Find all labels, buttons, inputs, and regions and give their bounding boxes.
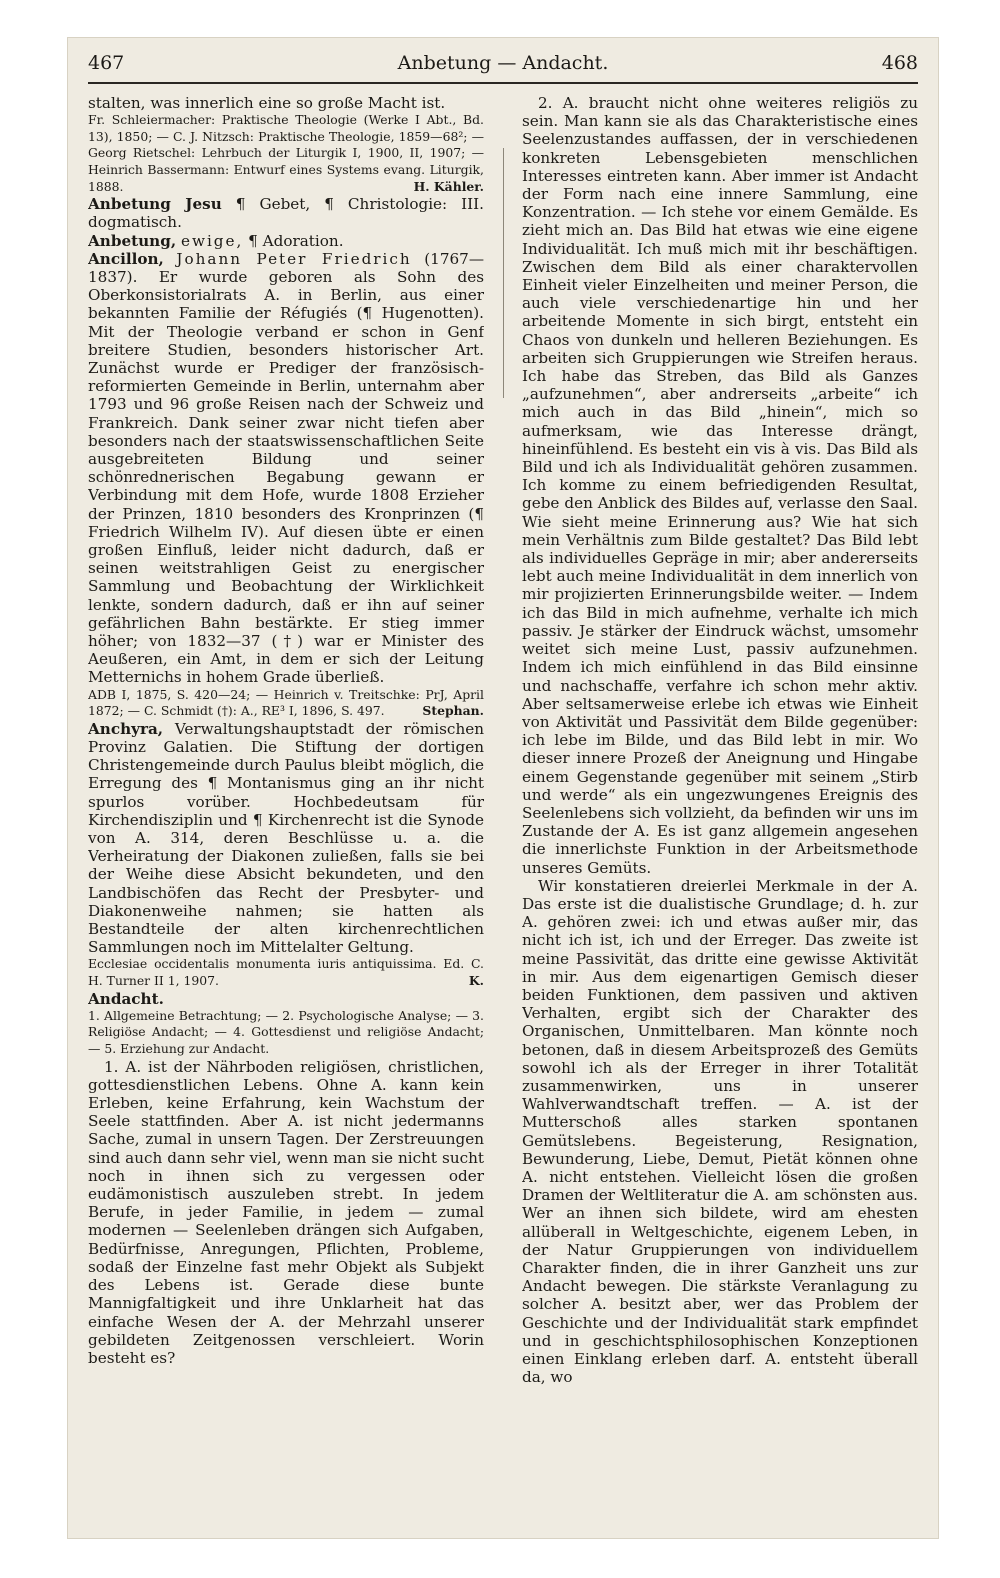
entry-anbetung-ewige xyxy=(88,232,484,250)
entry-headword: Ancillon, xyxy=(88,249,164,268)
entry-headword: Anbetung Jesu xyxy=(88,195,222,214)
entry-anbetung-jesu xyxy=(88,195,484,231)
literature-text: Ecclesiae occidentalis monumenta iuris antiquissima. Ed. C. H. Turner II 1, 1907. xyxy=(88,956,484,989)
body-paragraph: 1. A. ist der Nährboden religiösen, christlichen, gottesdienstlichen Lebens. Ohne A. kann kein Erleben, keine Erfahrung, kein Wachstum der Seele stattfinden. Aber A. ist nicht jedermanns Sache, zumal in unsern Tagen. Der Zerstreuungen sind auch dann sehr viel, wenn man sie nicht sucht noch in ihnen sich zu vergessen oder eudämonistisch auszuleben strebt. In jedem Berufe, in jeder Familie, in jedem — zumal modernen — Seelenleben drängen sich Aufgaben, Bedürfnisse, Anregungen, Pflichten, Probleme, sodaß der Einzelne fast mehr Objekt als Subjekt des Lebens ist. Gerade diese bunte Mannigfaltigkeit und ihre Unklarheit hat das einfache Wesen der A. der Mehrzahl unserer gebildeten Zeitgenossen verschleiert. Worin besteht es? xyxy=(88,1057,484,1367)
literature-note xyxy=(88,956,484,989)
entry-text: (1767—1837). Er wurde geboren als Sohn des Oberkonsistorialrats A. in Berlin, aus einer bekannten Familie der Réfugiés (¶ Hugenotten). Mit der Theologie verband er schon in Genf breitere Studien, besonders historischer Art. Zunächst wurde er Prediger der französisch-reformierten Gemeinde in Berlin, unternahm aber 1793 und 96 große Reisen nach der Schweiz und Frankreich. Dank seiner zwar nicht tiefen aber besonders nach der staatswissenschaftlichen Seite ausgebreiteten Bildung und seiner schönrednerischen Begabung gewann er Verbindung mit dem Hofe, wurde 1808 Erzieher der Prinzen, 1810 besonders des Kronprinzen (¶ Friedrich Wilhelm IV). Auf diesen übte er einen großen Einfluß, leider nicht dadurch, daß er seinen weitstrahligen Geist zu energischer Sammlung und Beobachtung der Wirklichkeit lenkte, sondern dadurch, daß er ihn auf seiner gefährlichen Bahn bestärkte. Er stieg immer höher; von 1832—37 (†) war er Minister des Aeußeren, ein Amt, in dem er sich der Leitung Metternichs in hohem Grade überließ. xyxy=(88,249,484,687)
left-column xyxy=(88,94,484,1524)
literature-text: ADB I, 1875, S. 420—24; — Heinrich v. Treitschke: PrJ, April 1872; — C. Schmidt (†): A., RE³ I, 1896, S. 497. xyxy=(88,686,484,719)
entry-outline: 1. Allgemeine Betrachtung; — 2. Psychologische Analyse; — 3. Religiöse Andacht; — 4. Gottesdienst und religiöse Andacht; — 5. Erziehung zur Andacht. xyxy=(88,1007,484,1057)
entry-spaced-name: Johann Peter Friedrich xyxy=(176,249,412,268)
entry-headword: Anbetung, xyxy=(88,231,177,250)
entry-anchyra xyxy=(88,720,484,957)
entry-headword: Andacht. xyxy=(88,989,164,1008)
running-title: Anbetung — Andacht. xyxy=(397,52,609,74)
literature-note xyxy=(88,687,484,720)
entry-text: Verwaltungshauptstadt der römischen Provinz Galatien. Die Stiftung der dortigen Christengemeinde durch Paulus bleibt möglich, die Erregung des ¶ Montanismus ging an ihr nicht spurlos vorüber. Hochbedeutsam für Kirchendisziplin und ¶ Kirchenrecht ist die Synode von A. 314, deren Beschlüsse u. a. die Verheiratung der Diakonen zuließen, falls sie bei der Weihe diese Absicht bekundeten, und den Landbischöfen das Recht der Presbyter- und Diakonenweihe nahmen; sie hatten als Bestandteile der alten kirchenrechtlichen Sammlungen noch im Mittelalter Geltung. xyxy=(88,719,484,957)
continued-paragraph: stalten, was innerlich eine so große Macht ist. xyxy=(88,94,446,112)
literature-text: Fr. Schleiermacher: Praktische Theologie (Werke I Abt., Bd. 13), 1850; — C. J. Nitzsch: Praktische Theologie, 1859—68²; — Georg Rietschel: Lehrbuch der Liturgik I, 1900, II, 1907; — Heinrich Bassermann: Entwurf eines Systems evang. Liturgik, 1888. xyxy=(88,112,484,194)
author-signature: K. xyxy=(468,973,484,989)
page-number-left: 467 xyxy=(88,52,125,74)
column-divider xyxy=(503,148,504,398)
entry-spaced-word: ewige, xyxy=(180,231,244,250)
literature-note xyxy=(88,112,484,195)
page-number-right: 468 xyxy=(881,52,918,74)
entry-text: ¶ Adoration. xyxy=(248,231,344,250)
entry-headword: Anchyra, xyxy=(88,719,164,738)
entry-ancillon xyxy=(88,250,484,687)
right-column xyxy=(522,94,918,1524)
header-rule xyxy=(88,82,918,84)
author-signature: Stephan. xyxy=(422,703,484,719)
entry-andacht xyxy=(88,990,484,1008)
body-paragraph: Wir konstatieren dreierlei Merkmale in der A. Das erste ist die dualistische Grundlage; d. h. zur A. gehören zwei: ich und etwas außer mir, das nicht ich ist, ich und der Erreger. Das zweite ist meine Passivität, das dritte eine gewisse Aktivität in mir. Aus dem eigenartigen Gemisch dieser beiden Funktionen, dem passiven und aktiven Verhalten, ergibt sich der Charakter des Organischen, Unmittelbaren. Man könnte noch betonen, daß in diesem Arbeitsprozeß des Gemüts sowohl ich als der Erreger in ihrer Totalität zusammenwirken, uns in unserer Wahlverwandtschaft treffen. — A. ist der Mutterschoß alles starken spontanen Gemütslebens. Begeisterung, Resignation, Bewunderung, Liebe, Demut, Pietät können ohne A. nicht entstehen. Vielleicht lösen die großen Dramen der Weltliteratur die A. am schönsten aus. Wer an ihnen sich bildete, wird am ehesten allüberall in Weltgeschichte, eigenem Leben, in der Natur Gruppierungen von individuellem Charakter finden, die in ihrer Ganzheit uns zur Andacht bewegen. Die stärkste Veranlagung zu solcher A. besitzt aber, wer das Problem der Geschichte und der Individualität stark empfindet und in geschichtsphilosophischen Konzeptionen einen Einklang erleben darf. A. entsteht überall da, wo xyxy=(522,876,918,1387)
body-paragraph: 2. A. braucht nicht ohne weiteres religiös zu sein. Man kann sie als das Charakteristische eines Seelenzustandes auffassen, der in verschiedenen konkreten Lebensgebieten menschlichen Interesses eintreten kann. Aber immer ist Andacht der Form nach eine innere Sammlung, eine Konzentration. — Ich stehe vor einem Gemälde. Es zieht mich an. Das Bild hat etwas wie eine eigene Individualität. Ich muß mich mit ihr beschäftigen. Zwischen dem Bild als einer charaktervollen Einheit vieler Einzelheiten und meiner Person, die auch viele verschiedenartige hin und her arbeitende Momente in sich birgt, entsteht ein Chaos von dunkeln und helleren Beziehungen. Es arbeiten sich Gruppierungen wie Streifen heraus. Ich habe das Streben, das Bild als Ganzes „aufzunehmen“, aber andrerseits „arbeite“ ich mich auch in das Bild „hinein“, mich so aufmerksam, wie das Interesse drängt, hineinfühlend. Es besteht ein vis à vis. Das Bild als Bild und ich als Individualität gehören zusammen. Ich komme zu einem befriedigenden Resultat, gebe den Anblick des Bildes auf, verlasse den Saal. Wie sieht meine Erinnerung aus? Wie hat sich mein Verhältnis zum Bilde gestaltet? Das Bild lebt als individuelles Gepräge in mir; aber andererseits lebt auch meine Individualität in dem innerlich von mir projizierten Erinnerungsbilde weiter. — Indem ich das Bild in mich aufnehme, verhalte ich mich passiv. Je stärker der Eindruck wächst, umsomehr weitet sich meine Lust, passiv aufzunehmen. Indem ich mich einfühlend in das Bild einsinne und nachschaffe, verfahre ich schon mehr aktiv. Aber seltsamerweise erlebe ich etwas wie Einheit von Aktivität und Passivität dem Bilde gegenüber: ich lebe im Bilde, und das Bild lebt in mir. Wo dieser innere Prozeß der Aneignung und Hingabe einem Gegenstande gegenüber mit seinem „Stirb und werde“ als ein ungezwungenes Ereignis des Seelenlebens sich vollzieht, da befinden wir uns im Zustande der A. Es ist ganz allgemein angesehen die innerlichste Funktion in der Arbeitsmethode unseres Gemüts. xyxy=(522,94,918,877)
running-header xyxy=(88,52,918,82)
book-page xyxy=(68,38,938,1538)
entry-text: ¶ Gebet, ¶ Christologie: III. dogmatisch. xyxy=(88,195,484,232)
author-signature: H. Kähler. xyxy=(413,178,484,194)
